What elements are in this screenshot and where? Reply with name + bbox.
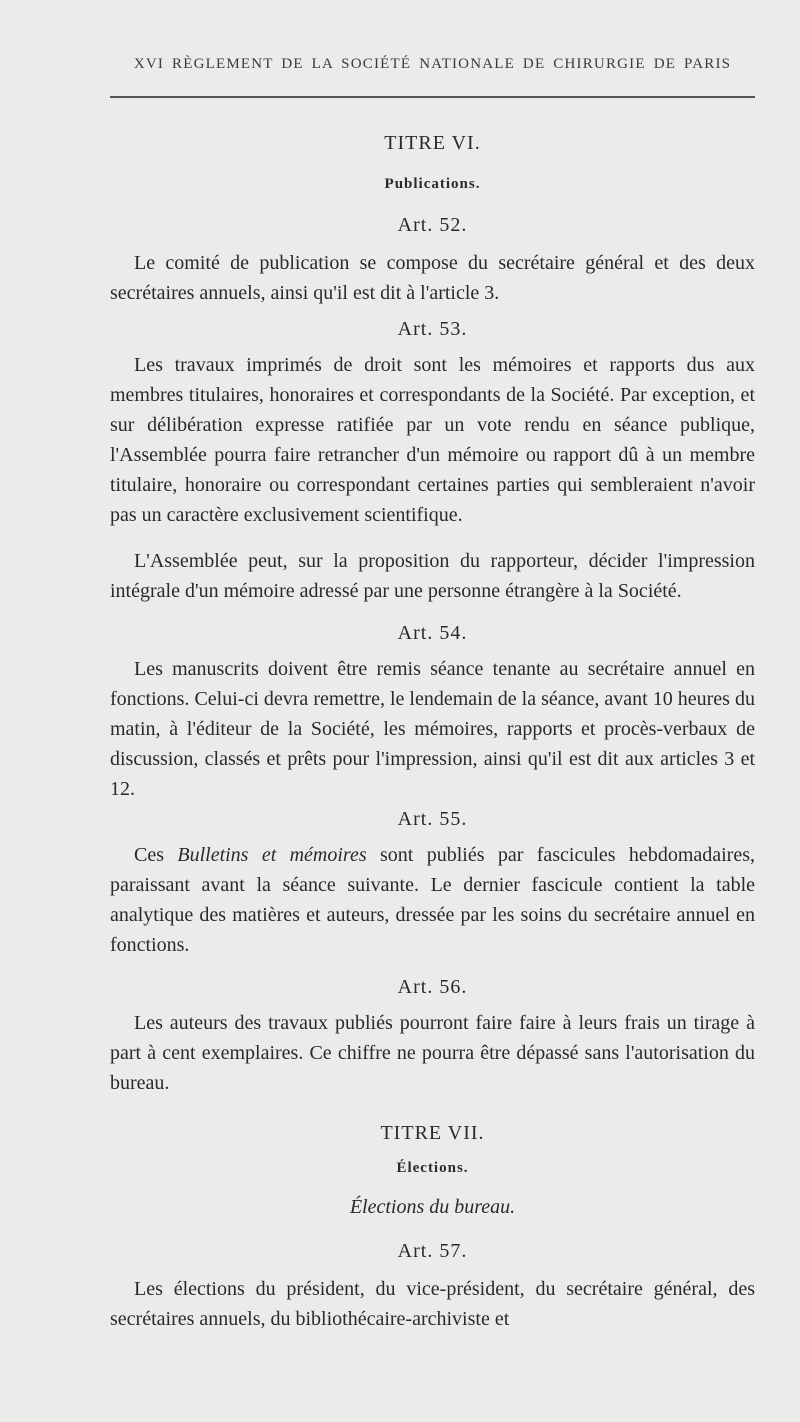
article-label-54: Art. 54. (397, 622, 468, 644)
article-label-53: Art. 53. (397, 318, 468, 340)
article-text-57: Les élections du président, du vice-président, du secrétaire général, des secrétaires annuels, du bibliothécaire-archiviste et (110, 1278, 755, 1330)
article-text-52: Le comité de publication se compose du secrétaire général et des deux secrétaires annuels, ainsi qu'il est dit à l'article 3. (110, 252, 755, 304)
article-label-55: Art. 55. (397, 808, 468, 830)
article-label-56: Art. 56. (397, 976, 468, 998)
article-text-53-p1: Les travaux imprimés de droit sont les mémoires et rapports dus aux membres titulaires, honoraires et correspondants de la Société. Par exception, et sur délibération expresse ratifiée par un vote rendu en séance publique, l'Assemblée pourra faire retrancher d'un mémoire ou rapport dû à un membre titulaire, honoraire ou correspondant certaines parties qui sembleraient n'avoir pas un caractère exclusivement scientifique. (110, 354, 755, 526)
article-text-56: Les auteurs des travaux publiés pourront faire faire à leurs frais un tirage à part à cent exemplaires. Ce chiffre ne pourra être dépassé sans l'autorisation du bureau. (110, 1012, 755, 1094)
document-page (110, 0, 755, 1422)
section-subtitle-elections: Élections. (396, 1160, 469, 1176)
header-rule (110, 96, 755, 98)
subsection-elections-bureau: Élections du bureau. (349, 1196, 516, 1218)
article-text-55-rest: sont publiés par fascicules hebdomadaires, paraissant avant la séance suivante. Le dernier fascicule contient la table analytique des matières et auteurs, dressée par les soins du secrétaire annuel en fonctions. (110, 844, 755, 956)
article-text-53-p2: L'Assemblée peut, sur la proposition du rapporteur, décider l'impression intégrale d'un mémoire adressé par une personne étrangère à la Société. (110, 550, 755, 602)
article-label-52: Art. 52. (397, 214, 468, 236)
article-label-57: Art. 57. (397, 1240, 468, 1262)
article-text-54: Les manuscrits doivent être remis séance tenante au secrétaire annuel en fonctions. Celui-ci devra remettre, le lendemain de la séance, avant 10 heures du matin, à l'éditeur de la Société, les mémoires, rapports et procès-verbaux de discussion, classés et prêts pour l'impression, ainsi qu'il est dit aux articles 3 et 12. (110, 658, 755, 800)
article-text-55-italic: Bulletins et mémoires (177, 844, 367, 866)
running-header: XVI RÈGLEMENT DE LA SOCIÉTÉ NATIONALE DE CHIRURGIE DE PARIS (133, 56, 732, 72)
section-title-vii: TITRE VII. (380, 1122, 485, 1144)
section-title-vi: TITRE VI. (384, 132, 481, 154)
article-text-55 (110, 840, 755, 960)
section-subtitle-publications: Publications. (384, 176, 481, 192)
article-text-55-prefix: Ces (134, 844, 178, 866)
